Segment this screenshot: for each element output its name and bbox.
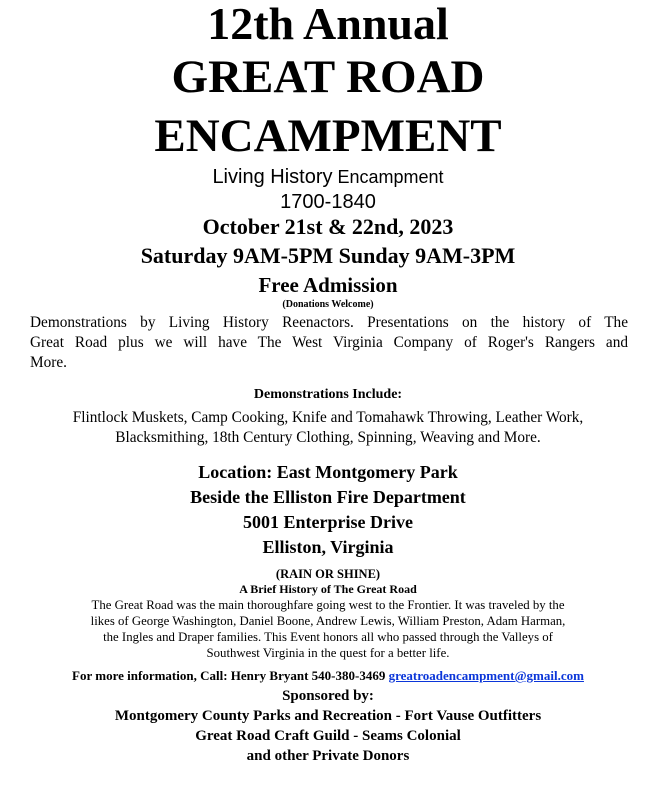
intro-paragraph bbox=[0, 313, 656, 373]
demonstrations-heading: Demonstrations Include: bbox=[253, 387, 403, 402]
event-dates: October 21st & 22nd, 2023 bbox=[202, 214, 454, 239]
contact-info bbox=[0, 667, 656, 685]
location-line3: 5001 Enterprise Drive bbox=[243, 512, 413, 532]
demonstrations-line2: Blacksmithing, 18th Century Clothing, Spinning, Weaving and More. bbox=[115, 429, 541, 446]
history-heading: A Brief History of The Great Road bbox=[239, 582, 417, 596]
history-line1: The Great Road was the main thoroughfare going west to the Frontier. It was traveled by the bbox=[91, 598, 565, 612]
donations-note: (Donations Welcome) bbox=[282, 299, 374, 310]
rain-or-shine: (RAIN OR SHINE) bbox=[275, 567, 381, 581]
subtitle-encampment: Encampment bbox=[332, 167, 444, 187]
email-link[interactable]: greatroadencampment@gmail.com bbox=[388, 668, 584, 683]
location-line1: Location: East Montgomery Park bbox=[198, 462, 458, 482]
intro-line1: Demonstrations by Living History Reenactors. Presentations on the history of The bbox=[30, 314, 628, 331]
sponsors-line3: and other Private Donors bbox=[246, 748, 410, 764]
flyer-title-line1: 12th Annual bbox=[207, 0, 449, 49]
subtitle-living-history: Living History bbox=[212, 166, 333, 188]
demonstrations-line1: Flintlock Muskets, Camp Cooking, Knife and Tomahawk Throwing, Leather Work, bbox=[72, 409, 584, 426]
history-line3: the Ingles and Draper families. This Event honors all who passed through the Valleys of bbox=[103, 630, 553, 644]
admission: Free Admission bbox=[258, 273, 398, 297]
location-line2: Beside the Elliston Fire Department bbox=[190, 487, 466, 507]
flyer-title-line3: ENCAMPMENT bbox=[154, 110, 502, 162]
history-line2: likes of George Washington, Daniel Boone, Andrew Lewis, William Preston, Adam Harman, bbox=[90, 614, 566, 628]
sponsors-heading: Sponsored by: bbox=[282, 688, 374, 704]
location-line4: Elliston, Virginia bbox=[262, 537, 394, 557]
flyer-title-line2: GREAT ROAD bbox=[171, 51, 485, 103]
subtitle bbox=[0, 164, 656, 191]
intro-line3: More. bbox=[30, 354, 67, 371]
sponsors-line1: Montgomery County Parks and Recreation - Fort Vause Outfitters bbox=[114, 708, 542, 724]
event-hours: Saturday 9AM-5PM Sunday 9AM-3PM bbox=[140, 243, 516, 268]
intro-line2: Great Road plus we will have The West Virginia Company of Roger's Rangers and bbox=[30, 334, 628, 351]
year-range: 1700-1840 bbox=[280, 191, 376, 213]
sponsors-line2: Great Road Craft Guild - Seams Colonial bbox=[195, 728, 461, 744]
history-line4: Southwest Virginia in the quest for a better life. bbox=[206, 646, 450, 660]
contact-text: For more information, Call: Henry Bryant 540-380-3469 bbox=[72, 668, 389, 683]
